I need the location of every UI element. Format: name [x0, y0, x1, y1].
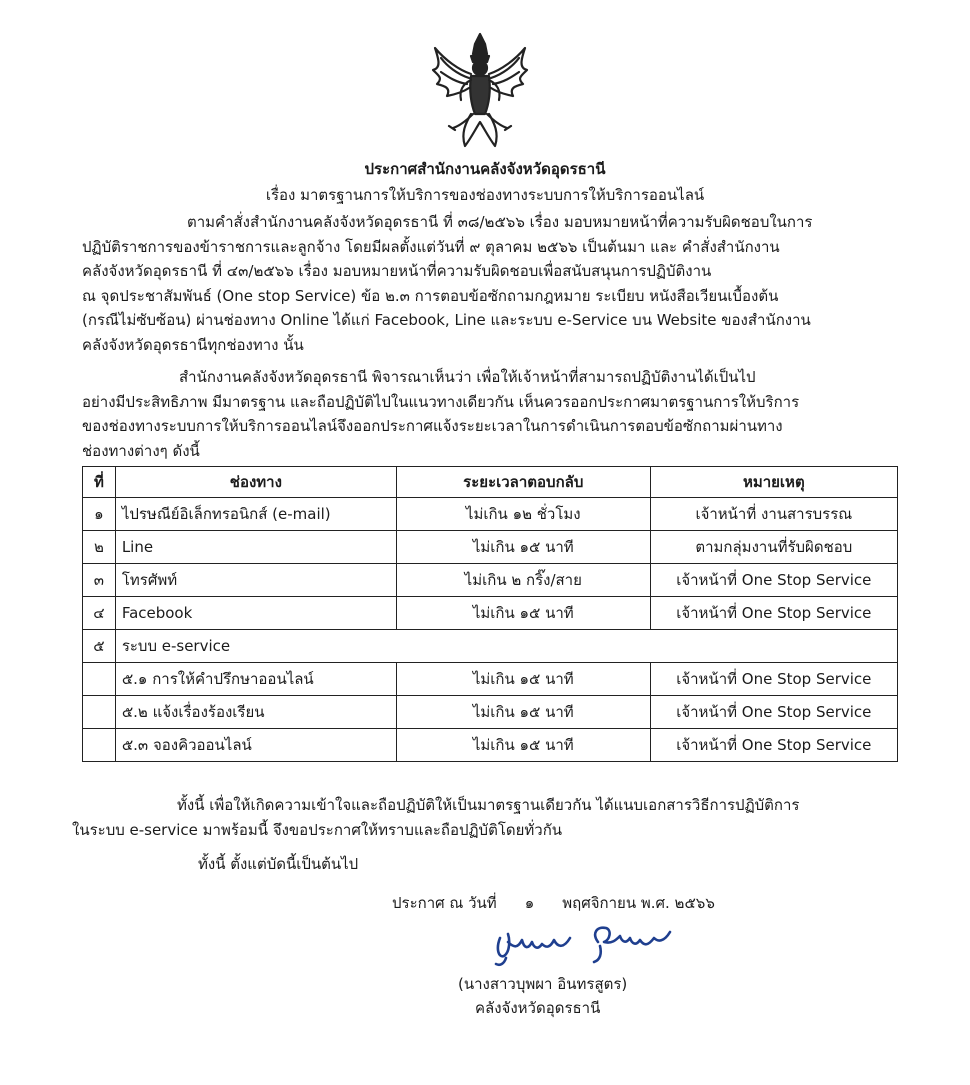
header-channel: ช่องทาง	[115, 467, 396, 498]
cell-no: ๑	[83, 498, 116, 531]
cell-no	[83, 696, 116, 729]
cell-no	[83, 663, 116, 696]
paragraph-line: อย่างมีประสิทธิภาพ มีมาตรฐาน และถือปฏิบัติไปในแนวทางเดียวกัน เห็นควรออกประกาศมาตรฐานการให้บริการ	[82, 392, 800, 411]
service-standard-table	[82, 466, 898, 762]
cell-remark: เจ้าหน้าที่ One Stop Service	[650, 564, 897, 597]
closing-line-1: ทั้งนี้ เพื่อให้เกิดความเข้าใจและถือปฏิบัติให้เป็นมาตรฐานเดียวกัน ได้แนบเอกสารวิธีการปฏิบัติการ	[177, 796, 800, 814]
paragraph-2	[82, 365, 902, 463]
table-row	[83, 663, 898, 696]
cell-remark: เจ้าหน้าที่ One Stop Service	[650, 597, 897, 630]
garuda-emblem-icon	[425, 30, 535, 152]
cell-remark: เจ้าหน้าที่ One Stop Service	[650, 729, 897, 762]
cell-channel: โทรศัพท์	[115, 564, 396, 597]
cell-remark: เจ้าหน้าที่ One Stop Service	[650, 696, 897, 729]
cell-channel: Facebook	[115, 597, 396, 630]
table-row	[83, 630, 898, 663]
paragraph-line: ณ จุดประชาสัมพันธ์ (One stop Service) ข้อ ๒.๓ การตอบข้อซักถามกฎหมาย ระเบียบ หนังสือเวียนเบื้องต้น	[82, 286, 779, 305]
cell-time: ไม่เกิน ๑๕ นาที	[396, 531, 650, 564]
handwritten-signature	[488, 918, 678, 968]
header-remark: หมายเหตุ	[650, 467, 897, 498]
document-title: ประกาศสำนักงานคลังจังหวัดอุดรธานี	[364, 160, 606, 178]
announcement-date	[392, 891, 715, 915]
closing-line-3: ทั้งนี้ ตั้งแต่บัดนี้เป็นต้นไป	[198, 855, 359, 873]
date-prefix: ประกาศ ณ วันที่	[392, 894, 497, 912]
cell-channel: ๕.๑ การให้คำปรึกษาออนไลน์	[115, 663, 396, 696]
cell-time: ไม่เกิน ๑๕ นาที	[396, 663, 650, 696]
table-row	[83, 564, 898, 597]
date-month-year: พฤศจิกายน พ.ศ. ๒๕๖๖	[562, 894, 715, 912]
header-response-time: ระยะเวลาตอบกลับ	[396, 467, 650, 498]
table-row	[83, 696, 898, 729]
paragraph-line: คลังจังหวัดอุดรธานี ที่ ๔๓/๒๕๖๖ เรื่อง มอบหมายหน้าที่ความรับผิดชอบเพื่อสนับสนุนการปฏิบัติงาน	[82, 262, 712, 280]
cell-remark: เจ้าหน้าที่ งานสารบรรณ	[650, 498, 897, 531]
signatory-name: (นางสาวบุพผา อินทรสูตร)	[458, 975, 628, 993]
paragraph-line: ปฏิบัติราชการของข้าราชการและลูกจ้าง โดยมีผลตั้งแต่วันที่ ๙ ตุลาคม ๒๕๖๖ เป็นต้นมา และ คำสั่งสำนักงาน	[82, 237, 780, 256]
cell-channel: ระบบ e-service	[115, 630, 897, 663]
paragraph-line: ตามคำสั่งสำนักงานคลังจังหวัดอุดรธานี ที่ ๓๘/๒๕๖๖ เรื่อง มอบหมายหน้าที่ความรับผิดชอบในการ	[187, 213, 813, 231]
cell-time: ไม่เกิน ๑๕ นาที	[396, 696, 650, 729]
cell-remark: เจ้าหน้าที่ One Stop Service	[650, 663, 897, 696]
cell-no: ๔	[83, 597, 116, 630]
header-no: ที่	[83, 467, 116, 498]
cell-no: ๕	[83, 630, 116, 663]
paragraph-line: (กรณีไม่ซับซ้อน) ผ่านช่องทาง Online ได้แก่ Facebook, Line และระบบ e-Service บน Website ของสำนักงาน	[82, 311, 811, 329]
document-subject: เรื่อง มาตรฐานการให้บริการของช่องทางระบบการให้บริการออนไลน์	[265, 186, 705, 204]
cell-channel: ไปรษณีย์อิเล็กทรอนิกส์ (e-mail)	[115, 498, 396, 531]
table-row	[83, 597, 898, 630]
cell-time: ไม่เกิน ๑๕ นาที	[396, 729, 650, 762]
paragraph-1	[82, 210, 902, 357]
paragraph-line: ของช่องทางระบบการให้บริการออนไลน์จึงออกประกาศแจ้งระยะเวลาในการดำเนินการตอบข้อซักถามผ่านทาง	[82, 417, 783, 435]
cell-channel: Line	[115, 531, 396, 564]
date-day: ๑	[524, 894, 535, 912]
table-header-row	[83, 467, 898, 498]
paragraph-line: ช่องทางต่างๆ ดังนี้	[82, 441, 200, 460]
paragraph-line: สำนักงานคลังจังหวัดอุดรธานี พิจารณาเห็นว่า เพื่อให้เจ้าหน้าที่สามารถปฏิบัติงานได้เป็นไป	[179, 368, 756, 386]
cell-time: ไม่เกิน ๑๕ นาที	[396, 597, 650, 630]
paragraph-line: คลังจังหวัดอุดรธานีทุกช่องทาง นั้น	[82, 335, 304, 354]
signatory-position: คลังจังหวัดอุดรธานี	[475, 999, 601, 1017]
closing-line-2: ในระบบ e-service มาพร้อมนี้ จึงขอประกาศให้ทราบและถือปฏิบัติโดยทั่วกัน	[72, 821, 563, 839]
cell-time: ไม่เกิน ๑๒ ชั่วโมง	[396, 498, 650, 531]
cell-no: ๒	[83, 531, 116, 564]
table-row	[83, 729, 898, 762]
cell-no: ๓	[83, 564, 116, 597]
cell-time: ไม่เกิน ๒ กริ๊ง/สาย	[396, 564, 650, 597]
cell-remark: ตามกลุ่มงานที่รับผิดชอบ	[650, 531, 897, 564]
cell-channel: ๕.๓ จองคิวออนไลน์	[115, 729, 396, 762]
table-row	[83, 531, 898, 564]
cell-no	[83, 729, 116, 762]
table-row	[83, 498, 898, 531]
cell-channel: ๕.๒ แจ้งเรื่องร้องเรียน	[115, 696, 396, 729]
